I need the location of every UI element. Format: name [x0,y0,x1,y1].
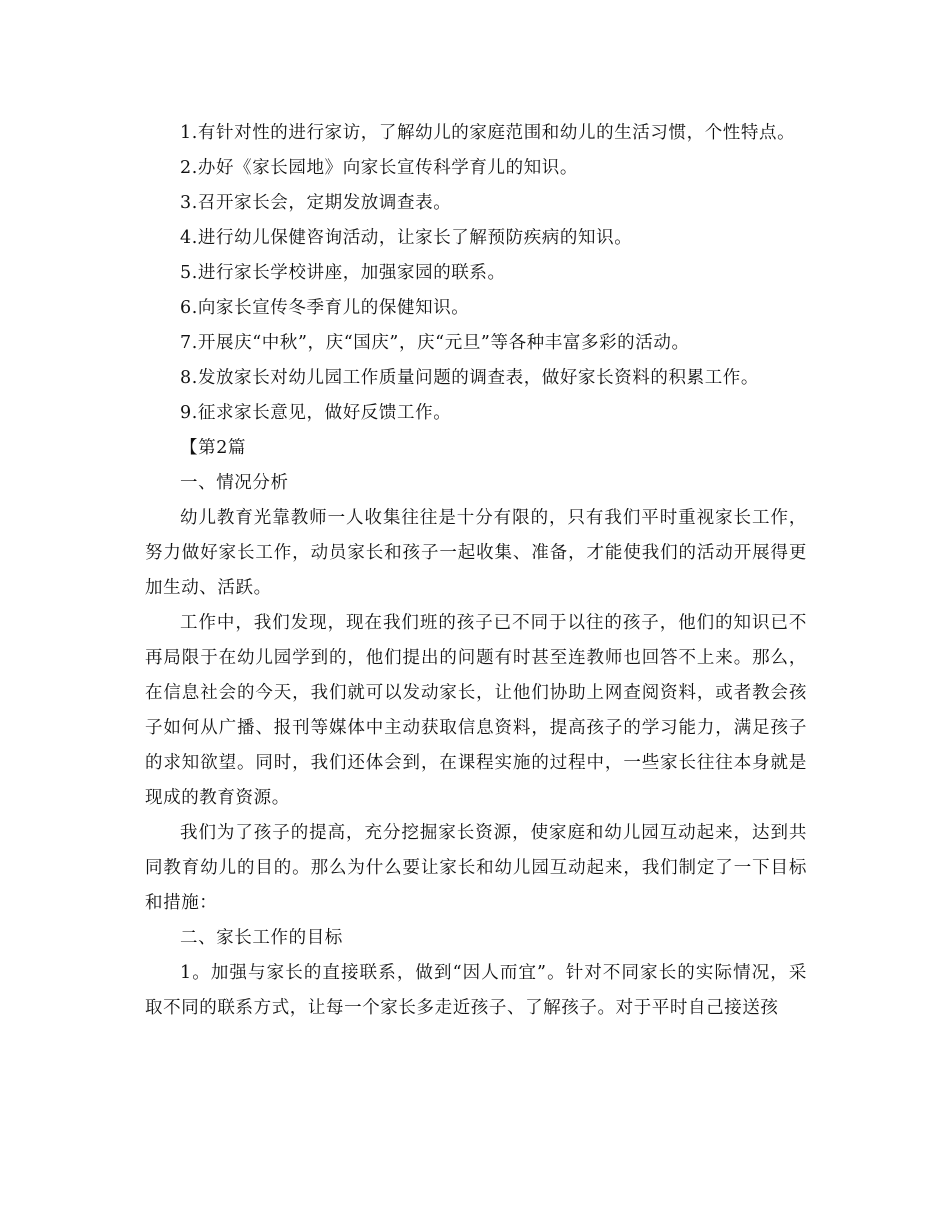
list-item-parent-meeting: 3.召开家长会，定期发放调查表。 [180,193,452,213]
body-paragraph-1: 幼儿教育光靠教师一人收集往往是十分有限的，只有我们平时重视家长工作，努力做好家长工作，动员家长和孩子一起收集、准备，才能使我们的活动开展得更加生动、活跃。 [145,508,807,598]
body-paragraph-2: 工作中，我们发现，现在我们班的孩子已不同于以往的孩子，他们的知识已不再局限于在幼儿园学到的，他们提出的问题有时甚至连教师也回答不上来。那么，在信息社会的今天，我们就可以发动家长，让他们协助上网查阅资料，或者教会孩子如何从广播、报刊等媒体中主动获取信息资料，提高孩子的学习能力，满足孩子的求知欲望。同时，我们还体会到，在课程实施的过程中，一些家长往往本身就是现成的教育资源。 [145,613,807,808]
list-item-quality-survey: 8.发放家长对幼儿园工作质量问题的调查表，做好家长资料的积累工作。 [180,368,759,388]
list-item-parent-school-lecture: 5.进行家长学校讲座，加强家园的联系。 [180,263,506,283]
list-item-festival-activities: 7.开展庆“中秋”，庆“国庆”，庆“元旦”等各种丰富多彩的活动。 [180,333,690,353]
list-item-home-visit: 1.有针对性的进行家访，了解幼儿的家庭范围和幼儿的生活习惯，个性特点。 [180,123,796,143]
section-heading-situation-analysis: 一、情况分析 [180,473,289,493]
goal-item-1: 1。加强与家长的直接联系，做到“因人而宜”。针对不同家长的实际情况，采取不同的联系方式，让每一个家长多走近孩子、了解孩子。对于平时自己接送孩 [145,963,807,1018]
list-item-parent-bulletin: 2.办好《家长园地》向家长宣传科学育儿的知识。 [180,158,578,178]
section-marker: 【第2篇 [180,438,247,458]
list-item-health-consultation: 4.进行幼儿保健咨询活动，让家长了解预防疾病的知识。 [180,228,633,248]
list-item-feedback: 9.征求家长意见，做好反馈工作。 [180,403,452,423]
list-item-winter-health: 6.向家长宣传冬季育儿的保健知识。 [180,298,470,318]
document-body [145,116,807,1026]
body-paragraph-3: 我们为了孩子的提高，充分挖掘家长资源，使家庭和幼儿园互动起来，达到共同教育幼儿的目的。那么为什么要让家长和幼儿园互动起来，我们制定了一下目标和措施： [145,823,807,913]
section-heading-goals: 二、家长工作的目标 [180,928,343,948]
